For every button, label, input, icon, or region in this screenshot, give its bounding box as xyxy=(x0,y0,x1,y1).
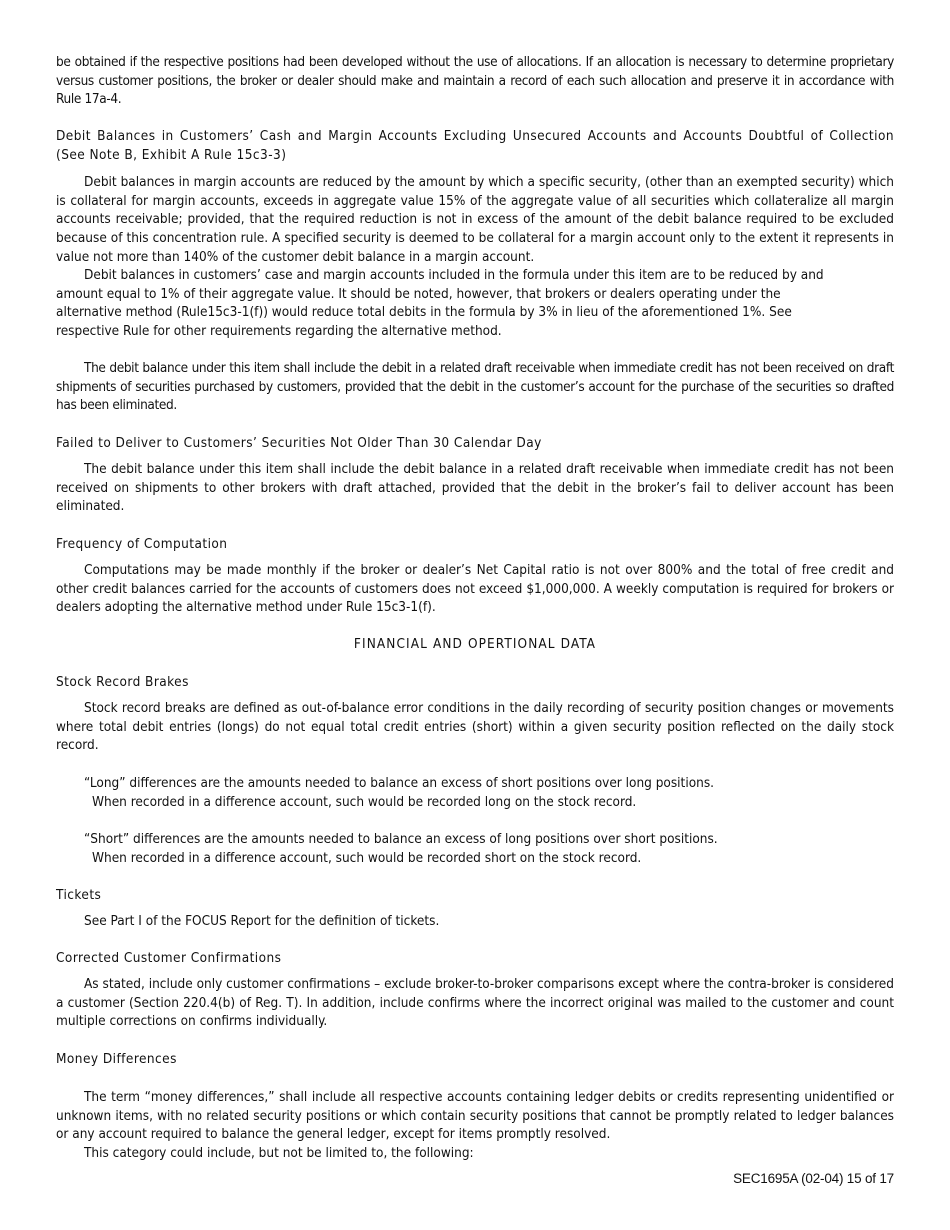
stock-record-para: Stock record breaks are defined as out-of-balance error conditions in the daily recording of security position changes or movements where total debit entries (longs) do not equal total credit entries (short) within a given security position reflected on the daily stock record. xyxy=(56,700,894,754)
debit-balances-para-1: Debit balances in margin accounts are reduced by the amount by which a specific security, (other than an exempted security) which is collateral for margin accounts, exceeds in aggregate value 15% of the aggregate value of all securities which collateralize all margin accounts receivable; provided, that the required reduction is not in excess of the amount of the debit balance required to be excluded because of this concentration rule. A specified security is deemed to be collateral for a margin account only to the extent it represents in value not more than 140% of the customer debit balance in a margin account. xyxy=(56,174,894,265)
corrected-confirmations-heading: Corrected Customer Confirmations xyxy=(56,950,282,966)
failed-to-deliver-heading: Failed to Deliver to Customers’ Securities Not Older Than 30 Calendar Day xyxy=(56,435,542,451)
tickets-para: See Part I of the FOCUS Report for the definition of tickets. xyxy=(84,913,440,929)
short-differences-line-1: “Short” differences are the amounts needed to balance an excess of long positions over short positions. xyxy=(84,831,718,847)
tickets-heading: Tickets xyxy=(56,887,102,903)
financial-operational-title: FINANCIAL AND OPERTIONAL DATA xyxy=(353,636,597,652)
debit-balances-para-3: The debit balance under this item shall include the debit in a related draft receivable when immediate credit has not been received on draft shipments of securities purchased by customers, provided that the debit in the customer’s account for the purchase of the securities so drafted has been eliminated. xyxy=(56,360,894,414)
money-differences-para-2: This category could include, but not be limited to, the following: xyxy=(84,1145,474,1161)
debit-balances-heading: Debit Balances in Customers’ Cash and Margin Accounts Excluding Unsecured Accounts and Accounts Doubtful of Collection (See Note B, Exhibit A Rule 15c3-3) xyxy=(56,128,894,163)
money-differences-heading: Money Differences xyxy=(56,1051,177,1067)
debit-balances-para-2: Debit balances in customers’ case and margin accounts included in the formula under this item are to be reduced by and amount equal to 1% of their aggregate value. It should be noted, however, that brokers or dealers operating under the alternative method (Rule15c3-1(f)) would reduce total debits in the formula by 3% in lieu of the aforementioned 1%. See respective Rule for other requirements regarding the alternative method. xyxy=(56,267,824,340)
frequency-para: Computations may be made monthly if the broker or dealer’s Net Capital ratio is not over 800% and the total of free credit and other credit balances carried for the accounts of customers does not exceed $1,000,000. A weekly computation is required for brokers or dealers adopting the alternative method under Rule 15c3-1(f). xyxy=(56,562,894,616)
frequency-heading: Frequency of Computation xyxy=(56,536,228,552)
intro-paragraph: be obtained if the respective positions had been developed without the use of allocations. If an allocation is necessary to determine proprietary versus customer positions, the broker or dealer should make and maintain a record of each such allocation and preserve it in accordance with Rule 17a-4. xyxy=(56,54,894,108)
money-differences-para-1: The term “money differences,” shall include all respective accounts containing ledger debits or credits representing unidentified or unknown items, with no related security positions or which contain security positions that cannot be promptly related to ledger balances or any account required to balance the general ledger, except for items promptly resolved. xyxy=(56,1089,894,1143)
stock-record-heading: Stock Record Brakes xyxy=(56,674,189,690)
page-footer: SEC1695A (02-04) 15 of 17 xyxy=(733,1171,894,1186)
short-differences-definition xyxy=(84,830,894,867)
short-differences-line-2: When recorded in a difference account, such would be recorded short on the stock record. xyxy=(92,849,642,866)
failed-to-deliver-para: The debit balance under this item shall include the debit balance in a related draft receivable when immediate credit has not been received on shipments to other brokers with draft attached, provided that the debit in the broker’s fail to deliver account has been eliminated. xyxy=(56,461,894,515)
long-differences-definition xyxy=(84,774,894,811)
corrected-confirmations-para: As stated, include only customer confirmations – exclude broker-to-broker comparisons except where the contra-broker is considered a customer (Section 220.4(b) of Reg. T). In addition, include confirms where the incorrect original was mailed to the customer and count multiple corrections on confirms individually. xyxy=(56,976,894,1030)
long-differences-line-2: When recorded in a difference account, such would be recorded long on the stock record. xyxy=(92,793,637,810)
long-differences-line-1: “Long” differences are the amounts needed to balance an excess of short positions over long positions. xyxy=(84,775,715,791)
